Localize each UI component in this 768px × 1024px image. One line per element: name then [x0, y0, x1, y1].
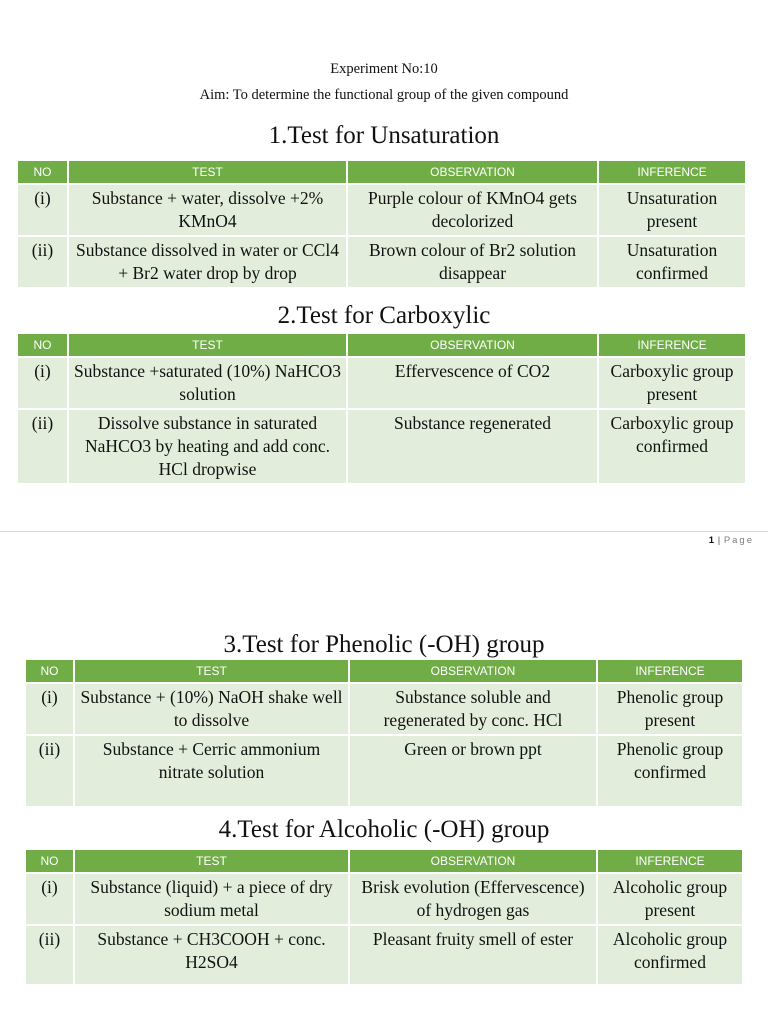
cell-observation: Pleasant fruity smell of ester — [349, 925, 597, 984]
col-header-observation: OBSERVATION — [349, 850, 597, 873]
table-carboxylic — [18, 334, 745, 483]
cell-inference: Carboxylic group confirmed — [598, 409, 745, 483]
table-row — [18, 409, 745, 483]
cell-inference: Unsaturation present — [598, 184, 745, 236]
page-number-label: Page — [723, 535, 754, 546]
table-row — [26, 735, 742, 806]
cell-no: (ii) — [26, 925, 74, 984]
col-header-inference: INFERENCE — [597, 850, 742, 873]
col-header-inference: INFERENCE — [598, 334, 745, 357]
cell-observation: Effervescence of CO2 — [347, 357, 598, 409]
col-header-no: NO — [26, 660, 74, 683]
table-row — [18, 357, 745, 409]
col-header-no: NO — [26, 850, 74, 873]
cell-no: (i) — [26, 873, 74, 925]
table-row — [18, 184, 745, 236]
section-title-phenolic: 3.Test for Phenolic (-OH) group — [223, 631, 545, 658]
cell-no: (i) — [18, 357, 68, 409]
col-header-observation: OBSERVATION — [349, 660, 597, 683]
cell-no: (ii) — [18, 409, 68, 483]
table-header-row — [18, 334, 745, 357]
cell-test: Substance + Cerric ammonium nitrate solution — [74, 735, 349, 806]
cell-no: (i) — [18, 184, 68, 236]
cell-inference: Carboxylic group present — [598, 357, 745, 409]
col-header-inference: INFERENCE — [598, 161, 745, 184]
col-header-test: TEST — [74, 850, 349, 873]
cell-observation: Substance soluble and regenerated by conc. HCl — [349, 683, 597, 735]
cell-observation: Green or brown ppt — [349, 735, 597, 806]
cell-test: Substance + water, dissolve +2% KMnO4 — [68, 184, 347, 236]
cell-test: Substance dissolved in water or CCl4 + Br2 water drop by drop — [68, 236, 347, 287]
page-2 — [0, 548, 768, 1024]
cell-observation: Brown colour of Br2 solution disappear — [347, 236, 598, 287]
cell-test: Substance + CH3COOH + conc. H2SO4 — [74, 925, 349, 984]
col-header-inference: INFERENCE — [597, 660, 742, 683]
cell-inference: Alcoholic group present — [597, 873, 742, 925]
table-unsaturation — [18, 161, 745, 287]
cell-inference: Alcoholic group confirmed — [597, 925, 742, 984]
cell-test: Dissolve substance in saturated NaHCO3 by heating and add conc. HCl dropwise — [68, 409, 347, 483]
table-row — [26, 873, 742, 925]
table-phenolic — [26, 660, 742, 806]
experiment-number: Experiment No:10 — [330, 61, 438, 77]
section-title-alcoholic: 4.Test for Alcoholic (-OH) group — [218, 816, 550, 843]
cell-test: Substance + (10%) NaOH shake well to dissolve — [74, 683, 349, 735]
cell-inference: Unsaturation confirmed — [598, 236, 745, 287]
table-row — [26, 925, 742, 984]
cell-inference: Phenolic group present — [597, 683, 742, 735]
cell-observation: Purple colour of KMnO4 gets decolorized — [347, 184, 598, 236]
col-header-observation: OBSERVATION — [347, 161, 598, 184]
table-alcoholic — [26, 850, 742, 984]
cell-no: (ii) — [18, 236, 68, 287]
col-header-observation: OBSERVATION — [347, 334, 598, 357]
section-title-carboxylic: 2.Test for Carboxylic — [277, 302, 491, 329]
section-title-unsaturation: 1.Test for Unsaturation — [268, 122, 500, 149]
cell-test: Substance +saturated (10%) NaHCO3 solution — [68, 357, 347, 409]
cell-no: (ii) — [26, 735, 74, 806]
table-row — [26, 683, 742, 735]
aim-statement: Aim: To determine the functional group of the given compound — [199, 87, 569, 103]
cell-no: (i) — [26, 683, 74, 735]
table-header-row — [18, 161, 745, 184]
col-header-test: TEST — [68, 161, 347, 184]
page-number-value: 1 — [708, 535, 715, 546]
page-number-separator: | — [717, 535, 721, 546]
page-number — [709, 535, 754, 546]
table-header-row — [26, 660, 742, 683]
table-row — [18, 236, 745, 287]
table-header-row — [26, 850, 742, 873]
cell-inference: Phenolic group confirmed — [597, 735, 742, 806]
page-footer-divider — [0, 531, 768, 532]
col-header-test: TEST — [68, 334, 347, 357]
cell-observation: Substance regenerated — [347, 409, 598, 483]
col-header-no: NO — [18, 334, 68, 357]
cell-observation: Brisk evolution (Effervescence) of hydrogen gas — [349, 873, 597, 925]
col-header-test: TEST — [74, 660, 349, 683]
cell-test: Substance (liquid) + a piece of dry sodium metal — [74, 873, 349, 925]
col-header-no: NO — [18, 161, 68, 184]
